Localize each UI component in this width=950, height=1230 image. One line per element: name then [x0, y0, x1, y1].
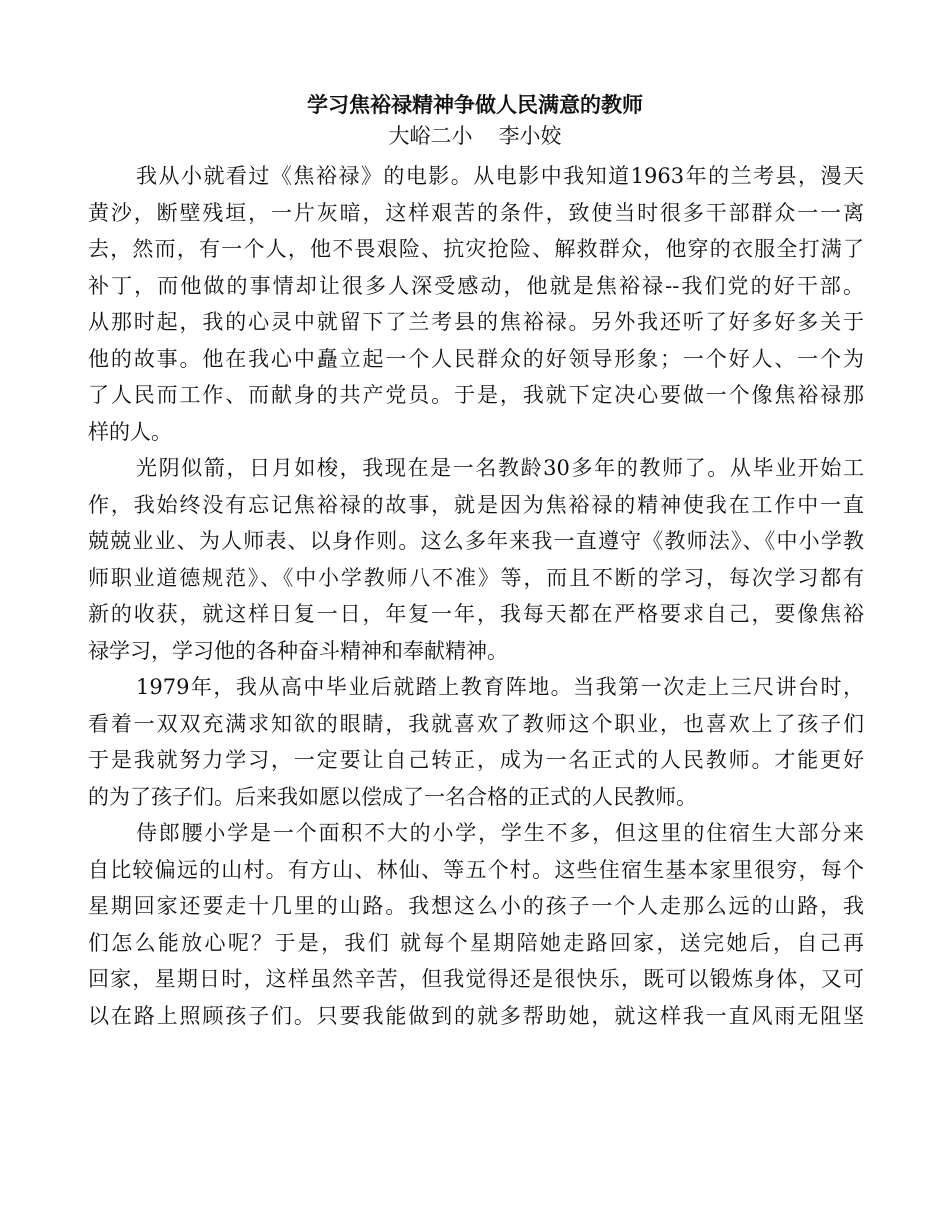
body-line: 他的故事。他在我心中矗立起一个人民群众的好领导形象；一个好人、一个为: [88, 346, 864, 371]
body-line: 师职业道德规范》、《中小学教师八不准》等，而且不断的学习，每次学习都有: [88, 565, 864, 590]
author-school: 大峪二小: [388, 124, 473, 148]
author-name: 李小姣: [498, 124, 562, 148]
body-line: 作，我始终没有忘记焦裕禄的故事，就是因为焦裕禄的精神使我在工作中一直: [88, 492, 864, 517]
body-line: 的为了孩子们。后来我如愿以偿成了一名合格的正式的人民教师。: [88, 784, 697, 809]
body-line: 回家，星期日时，这样虽然辛苦，但我觉得还是很快乐，既可以锻炼身体，又可: [88, 967, 864, 991]
body-line: 们怎么能放心呢？于是，我们 就每个星期陪她走路回家，送完她后，自己再: [88, 930, 864, 955]
body-line: 了人民而工作、而献身的共产党员。于是，我就下定决心要做一个像焦裕禄那: [88, 383, 864, 407]
body-line: 从那时起，我的心灵中就留下了兰考县的焦裕禄。另外我还听了好多好多关于: [88, 310, 864, 334]
body-line: 侍郎腰小学是一个面积不大的小学，学生不多，但这里的住宿生大部分来: [136, 821, 864, 845]
body-line: 黄沙，断壁残垣，一片灰暗，这样艰苦的条件，致使当时很多干部群众一一离: [88, 200, 864, 225]
body-line: 星期回家还要走十几里的山路。我想这么小的孩子一个人走那么远的山路，我: [88, 894, 864, 918]
body-line: 新的收获，就这样日复一日，年复一年，我每天都在严格要求自己，要像焦裕: [88, 602, 864, 626]
article-body: [88, 158, 864, 1034]
body-line: 看着一双双充满求知欲的眼睛，我就喜欢了教师这个职业，也喜欢上了孩子们: [88, 711, 864, 736]
body-line: 于是我就努力学习，一定要让自己转正，成为一名正式的人民教师。才能更好: [88, 748, 864, 772]
body-line: 禄学习，学习他的各种奋斗精神和奉献精神。: [88, 638, 508, 663]
body-line: 样的人。: [88, 419, 172, 444]
body-line: 以在路上照顾孩子们。只要我能做到的就多帮助她，就这样我一直风雨无阻坚: [88, 1003, 864, 1028]
author-byline: [0, 121, 950, 151]
body-line: 补丁，而他做的事情却让很多人深受感动，他就是焦裕禄--我们党的好干部。: [88, 273, 864, 298]
body-line: 去，然而，有一个人，他不畏艰险、抗灾抢险、解救群众，他穿的衣服全打满了: [88, 237, 864, 261]
document-title: 学习焦裕禄精神争做人民满意的教师: [307, 93, 643, 117]
body-line: 自比较偏远的山村。有方山、林仙、等五个村。这些住宿生基本家里很穷，每个: [88, 857, 864, 882]
body-line: 我从小就看过《焦裕禄》的电影。从电影中我知道1963年的兰考县，漫天: [136, 164, 864, 188]
body-line: 1979年，我从高中毕业后就踏上教育阵地。当我第一次走上三尺讲台时，: [136, 675, 864, 699]
body-line: 兢兢业业、为人师表、以身作则。这么多年来我一直遵守《教师法》、《中小学教: [88, 529, 864, 553]
body-line: 光阴似箭，日月如梭，我现在是一名教龄30多年的教师了。从毕业开始工: [136, 456, 864, 480]
